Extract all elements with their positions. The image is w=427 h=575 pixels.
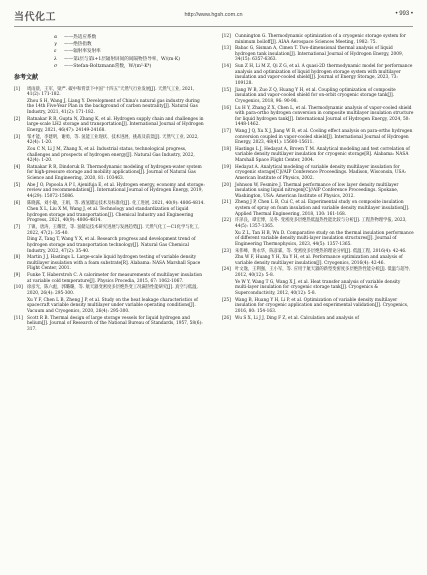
reference-number: [21]	[222, 200, 231, 206]
reference-number	[14, 237, 27, 254]
reference-entry	[222, 298, 414, 315]
symbol-definition: ——绝热指数	[64, 42, 92, 48]
reference-entry	[222, 255, 414, 266]
reference-entry	[14, 147, 206, 164]
reference-text: Hedayat A. Analytical modeling of variable density multilayer insulation for cryogenic storage[C]//AIP Conference Proceedings. Madison, Wisconsin, USA: American Institute of Physics, 2002.	[235, 164, 407, 181]
reference-number: [19]	[222, 164, 231, 170]
reference-number: [25]	[222, 297, 231, 303]
reference-number: [4]	[14, 164, 21, 170]
reference-number: [5]	[14, 182, 21, 188]
page-header	[14, 6, 413, 27]
reference-entry	[222, 316, 414, 322]
reference-entry	[222, 34, 414, 45]
reference-text: Ye W Y, Wang T G, Wang X J, et al. Heat transfer analysis of variable density multi-layer insulation for cryogenic storage tank[J]. Cryogenics & Superconductivity, 2012, 40(12): 5-8.	[235, 279, 401, 296]
symbol-definition: ——辐射率发射率	[64, 49, 101, 55]
reference-list-left	[14, 87, 206, 333]
symbol-row	[54, 63, 206, 70]
reference-number: [8]	[14, 255, 21, 261]
reference-number: [1]	[14, 86, 21, 92]
reference-number	[14, 207, 27, 224]
reference-entry	[222, 147, 414, 164]
reference-entry	[14, 201, 206, 207]
reference-number: [15]	[222, 87, 231, 93]
reference-entry	[14, 237, 206, 254]
reference-number: [3]	[14, 134, 21, 140]
reference-text: 许泽良，谭宏博，吴冬. 变密度多层绝热低温热性能比较与分析[J]. 工程热物理学报, 2023, 44(5): 1357-1365.	[235, 218, 407, 229]
reference-number: [14]	[222, 64, 231, 70]
reference-text: Cunnington G. Thermodynamic optimization of a cryogenic storage system for minimum boiloff[J]. AIAA Aerospace Sciences Meeting, 1982: 75.	[235, 34, 406, 45]
reference-number: [26]	[222, 315, 231, 321]
reference-text: Funke T, Haberstroh C. A calorimeter for measurements of multilayer insulation at variable cold temperature[J]. Physics Procedia, 2015, 67: 1062-1067.	[27, 273, 203, 284]
symbol-definition: ——第i层与第i+1层辐射屏间的间隔物热导率，W/(m·K)	[64, 56, 181, 62]
reference-entry	[222, 106, 414, 128]
reference-text: Johnson W, Fesmire J. Thermal performance of low layer density multilayer insulation using liquid nitrogen[C]//AIP Conference Proceedings. Spokane, Washington, USA: American Institute of Physics, 2012.	[235, 182, 399, 199]
reference-text: 邹才能，李建明，谢勇，等. 氢能工业现状、技术进展、挑战及前景[J]. 天然气工业, 2022, 42(4): 1-20.	[27, 134, 199, 146]
reference-number: [10]	[14, 285, 23, 291]
symbol-definition: ——Stefan-Boltzmann常数，W/(m²·K⁴)	[64, 63, 152, 69]
reference-text: Hastings L J, Hedayat A, Brown T M. Analytical modeling and test correlation of variable density multilayer insulation for cryogenic storage[R]. Alabama: NASA Marshall Space Flight Center, 2004.	[235, 146, 410, 164]
reference-number: [20]	[222, 182, 231, 188]
symbol-definition: ——热适应系数	[64, 35, 97, 40]
reference-entry	[14, 135, 206, 146]
reference-entry	[222, 64, 414, 86]
reference-number: [16]	[222, 105, 231, 111]
reference-text: Ratnakar R R, Gupta N, Zhang K, et al. Hydrogen supply chain and challenges in large-scale LH2 storage and transportation[J]. International Journal of Hydrogen Energy, 2021, 46(47): 24149-24168.	[27, 116, 204, 133]
reference-number	[14, 99, 27, 116]
symbol-list	[14, 34, 206, 70]
reference-text: Abe J O, Popoola A P I, Ajenifuja E, et al. Hydrogen energy, economy and storage: review and recommendation[J]. International Journal of Hydrogen Energy, 2019, 44(29): 15072-15086.	[27, 182, 205, 199]
reference-entry	[14, 99, 206, 116]
symbol-letter: λ	[54, 56, 57, 62]
reference-text: 丁镇，唐涛，王耀萱，等. 氢储运技术研究进展与发展趋势[J]. 天然气化工—C1化学与化工, 2022, 47(2): 35-40.	[27, 225, 200, 236]
reference-text: Babac G, Sisman A, Cimen T. Two-dimensional thermal analysis of liquid hydrogen tank insulation[J]. International Journal of Hydrogen Energy, 2009, 34(15): 6357-6363.	[235, 46, 404, 63]
journal-logo: 当代化工	[14, 12, 56, 23]
left-column	[14, 34, 206, 333]
reference-entry	[222, 267, 414, 278]
reference-text: Zou C N, Li J M, Zhang X, et al. Industrial status, technological progress, challenges and prospects of hydrogen energy[J]. Natural Gas Industry, 2022, 42(4): 1-20.	[27, 146, 195, 164]
reference-text: Scott R B. Thermal design of large storage vessels for liquid hydrogen and helium[J]. Journal of Research of the National Bureau of Standards, 1957, 58(6): 317.	[27, 315, 203, 332]
reference-text: Ratnakar R R, Dindoruk B. Thermodynamic modeling of hydrogen-water system for high-pressure storage and mobility applications[J]. Journal of Natural Gas Science and Engineering, 2020, 81: 103463.	[27, 164, 202, 181]
right-column	[222, 34, 414, 322]
references-heading: 参考文献	[14, 75, 39, 82]
reference-entry	[14, 117, 206, 134]
reference-number: [9]	[14, 273, 21, 279]
reference-text: Sun Z H, Li M Z, Qi Z G, et al. A quasi-2D thermodynamic model for performance analysis and optimization of liquid hydrogen storage system with multilayer insulation and vapor-cooled shield[J]. Journal of Energy Storage, 2023, 73: 109128.	[235, 64, 413, 86]
reference-number	[222, 255, 235, 266]
reference-entry	[222, 200, 414, 217]
reference-text: Jiang W B, Zuo Z Q, Huang Y H, et al. Coupling optimization of composite insulation and vapor-cooled shield for on-orbit cryogenic storage tank[J]. Cryogenics, 2018, 96: 90-98.	[235, 87, 396, 104]
reference-entry	[14, 207, 206, 224]
reference-entry	[14, 87, 206, 98]
journal-url[interactable]: http://www.hgsh.com.cn	[184, 12, 243, 18]
reference-number: [6]	[14, 200, 21, 206]
symbol-row	[54, 34, 206, 41]
reference-entry	[14, 255, 206, 272]
reference-text: Lu H Y, Zhang Z X, Chen L, et al. Thermodynamic analysis of vapor-cooled shield with para-ortho hydrogen conversion in composite multilayer insulation structure for liquid hydrogen tank[J]. International Journal of Hydrogen Energy, 2024, 50: 1448-1462.	[235, 105, 414, 128]
reference-number: [2]	[14, 116, 21, 122]
page-number: • 993 •	[395, 11, 413, 17]
reference-entry	[14, 285, 206, 296]
reference-text: Martin J J, Hastings L. Large-scale liquid hydrogen testing of variable density multilayer insulation with a foam substrate[R]. Alabama: NASA Marshall Space Flight Center, 2001.	[27, 255, 201, 272]
reference-entry	[222, 165, 414, 182]
reference-number	[222, 280, 235, 297]
reference-number: [11]	[14, 315, 23, 321]
reference-text: 陈晓露，刘小敏，王娟，等. 液氢储运技术及标准化[J]. 化工进展, 2021, 40(9): 4806-4814.	[27, 200, 205, 206]
reference-text: Zheng J P, Chen L B, Cui C, et al. Experimental study on composite insulation system of spray on foam insulation and variable density multilayer insulation[J]. Applied Thermal Engineering, 2018, 130: 161-168.	[235, 200, 410, 217]
symbol-letter: ε	[54, 49, 57, 55]
symbol-letter: γ	[54, 42, 57, 48]
reference-number	[14, 147, 27, 164]
reference-entry	[222, 280, 414, 297]
symbol-row	[54, 41, 206, 48]
reference-number	[14, 298, 27, 315]
reference-number: [22]	[222, 218, 231, 224]
reference-entry	[222, 88, 414, 105]
reference-number: [17]	[222, 128, 231, 134]
reference-text: Wu S X, Li J J, Ding F Z, et al. Calculation and analysis of	[235, 315, 359, 321]
reference-entry	[14, 316, 206, 333]
reference-entry	[222, 183, 414, 200]
symbol-letter: α	[54, 35, 58, 40]
reference-text: 叶文逸，王利强，王小军，等. 应用于航天器的新型变密度多层绝热性能分析[J]. 低温与超导, 2012, 40(12): 5-8.	[235, 267, 411, 279]
reference-text: Xu Z L, Tan H B, Wu D. Comparative study on the thermal insulation performance of different variable density multi-layer insulation structures[J]. Journal of Engineering Thermophysics, 2023, 44(5): 1357-1365.	[235, 230, 414, 247]
symbol-row	[54, 48, 206, 55]
reference-entry	[222, 129, 414, 146]
symbol-letter: σ	[54, 63, 58, 69]
reference-entry	[222, 249, 414, 255]
reference-text: 徐彦光，陈六彪，郭璐璐，等. 航天器变密度多层绝热变工况漏热性能研究[J]. 真空与低温, 2020, 26(4): 295-300.	[27, 285, 198, 297]
reference-list-right	[222, 34, 414, 321]
reference-entry	[14, 273, 206, 284]
reference-entry	[222, 218, 414, 229]
reference-number	[222, 231, 235, 248]
reference-entry	[222, 46, 414, 63]
reference-text: Wang J Q, Xu X J, Jiang W B, et al. Cooling effect analysis on para-ortho hydrogen conversion coupled in vapor-cooled shield[J]. International Journal of Hydrogen Energy, 2023, 48(41): 15600-15611.	[235, 128, 413, 146]
reference-number: [23]	[222, 248, 231, 254]
reference-text: Ding Z, Tang T, Wang Y X, et al. Research progress and development trend of hydrogen storage and transportation technology[J]. Natural Gas Chemical Industry, 2022, 47(2): 35-40.	[27, 237, 196, 254]
reference-entry	[14, 165, 206, 182]
reference-text: Zhou S H, Wang J, Liang Y. Development of China's natural gas industry during the 14th Five-Year Plan in the background of carbon neutrality[J]. Natural Gas Industry, 2021, 41(2): 171-182.	[27, 98, 200, 116]
reference-number: [24]	[222, 267, 231, 273]
reference-number: [18]	[222, 146, 231, 152]
reference-text: Wang B, Huang Y H, Li P, et al. Optimization of variable density multilayer insulation for cryogenic application and experimental validation[J]. Cryogenics, 2016, 80: 154-163.	[235, 297, 409, 314]
reference-text: 周雨晨，王军，梁严. 碳中和背景下中国“十四五”天然气行业发展[J]. 天然气工业, 2021, 41(2): 171-182.	[27, 86, 195, 98]
reference-number: [7]	[14, 225, 21, 231]
reference-text: Zhu W F, Huang Y H, Xu Y H, et al. Performance optimization and analysis of variable density multilayer insulation[J]. Cryogenics, 2016(4): 42-46.	[235, 255, 403, 266]
reference-text: Chen X L, Liu X M, Wang J, et al. Technology and standardization of liquid hydrogen storage and transportation[J]. Chemical Industry and Engineering Progress, 2021, 40(9): 4806-4814.	[27, 207, 194, 224]
reference-number: [12]	[222, 34, 231, 39]
reference-entry	[14, 225, 206, 236]
reference-entry	[222, 231, 414, 248]
symbol-row	[54, 56, 206, 63]
reference-entry	[14, 183, 206, 200]
reference-text: 朱伟峰，黄永华，陈彦霖，等. 变密度多层绝热的理论分析[J]. 低温工程, 2016(4): 42-46.	[235, 248, 407, 254]
reference-text: Xu Y F, Chen L B, Zheng J P, et al. Study on the heat leakage characteristics of spacecraft variable density multilayer under variable operating conditions[J]. Vacuum and Cryogenics, 2020, 26(4): 295-300.	[27, 297, 198, 314]
reference-number: [13]	[222, 46, 231, 52]
reference-entry	[14, 298, 206, 315]
